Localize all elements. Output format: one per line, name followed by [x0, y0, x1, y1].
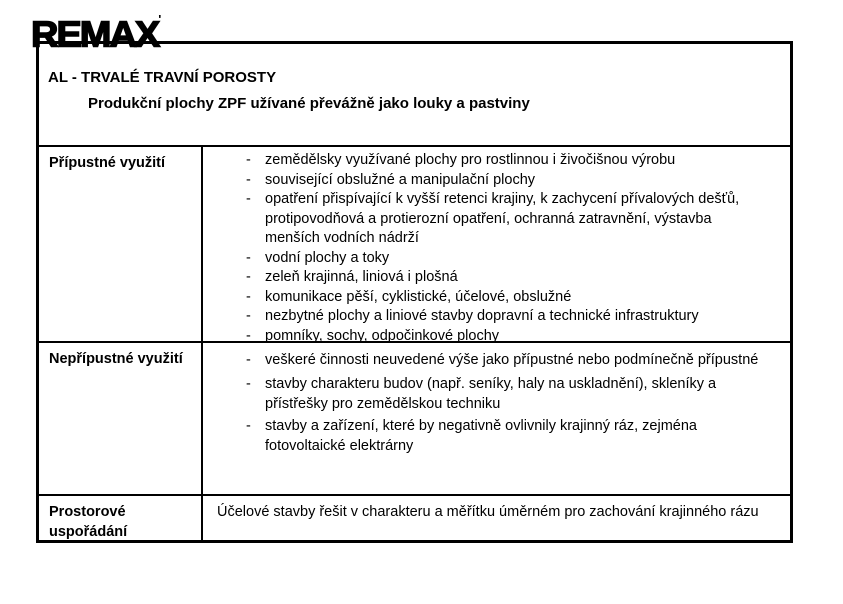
list-item-text: stavby charakteru budov (např. seníky, haly na uskladnění), skleníky a přístřešky pro zemědělskou techniku — [265, 376, 717, 412]
list-item-text: související obslužné a manipulační plochy — [265, 171, 536, 188]
bullet-dash: - — [246, 418, 251, 434]
list-item-text: zeleň krajinná, liniová i plošná — [265, 269, 458, 285]
row-content-permitted-use — [203, 147, 790, 346]
list-item-text: veškeré činnosti neuvedené výše jako přípustné nebo podmínečně přípustné — [265, 352, 759, 368]
table-header — [39, 44, 790, 145]
bullet-dash: - — [246, 191, 251, 207]
bullet-dash: - — [246, 352, 251, 368]
list-item — [246, 288, 780, 308]
spatial-arrangement-text: Účelové stavby řešit v charakteru a měřítku úměrném pro zachování krajinného rázu — [217, 504, 759, 520]
list-item-text: komunikace pěší, cyklistické, účelové, obslužné — [265, 288, 572, 305]
bullet-dash: - — [246, 249, 251, 266]
list-item — [246, 151, 780, 171]
list-item-text: zemědělsky využívané plochy pro rostlinnou i živočišnou výrobu — [265, 152, 676, 168]
list-item-text: stavby a zařízení, které by negativně ovlivnily krajinný ráz, zejména fotovoltaické elektrárny — [265, 418, 697, 454]
table-row-permitted-use — [39, 145, 790, 344]
bullet-dash: - — [246, 288, 251, 305]
row-content-impermissible-use — [203, 343, 790, 494]
list-item — [246, 171, 780, 191]
bullet-dash: - — [246, 171, 251, 188]
impermissible-use-list — [203, 347, 780, 456]
page-title: AL - TRVALÉ TRAVNÍ POROSTY — [48, 69, 277, 86]
table-row-spatial-arrangement — [39, 494, 790, 540]
row-label-spatial-arrangement: Prostorové uspořádání — [39, 496, 203, 542]
row-content-spatial-arrangement — [203, 496, 790, 542]
list-item — [246, 307, 780, 327]
bullet-dash: - — [246, 269, 251, 285]
list-item-text: vodní plochy a toky — [265, 249, 390, 266]
list-item — [246, 327, 780, 347]
list-item — [246, 416, 780, 456]
list-item — [246, 268, 780, 288]
bullet-dash: - — [246, 327, 251, 344]
trademark-mark: ' — [158, 12, 162, 27]
remax-logo-text: REMAX — [31, 14, 159, 55]
page-subtitle: Produkční plochy ZPF užívané převážně jako louky a pastviny — [88, 95, 530, 112]
list-item — [246, 249, 780, 269]
list-item — [246, 347, 780, 374]
list-item — [246, 374, 780, 414]
permitted-use-list — [203, 151, 780, 346]
bullet-dash: - — [246, 308, 251, 324]
row-label-impermissible-use: Nepřípustné využití — [39, 343, 203, 494]
list-item-text: opatření přispívající k vyšší retenci krajiny, k zachycení přívalových dešťů, protipovodňová a protierozní opatření, ochranná zatravnění, výstavba menších vodních nádrží — [265, 191, 740, 246]
bullet-dash: - — [246, 376, 251, 392]
list-item-text: nezbytné plochy a liniové stavby dopravní a technické infrastruktury — [265, 308, 699, 324]
row-label-permitted-use: Přípustné využití — [39, 147, 203, 346]
table-row-impermissible-use — [39, 341, 790, 494]
list-item-text: pomníky, sochy, odpočinkové plochy — [265, 327, 500, 344]
remax-logo — [31, 13, 161, 53]
list-item — [246, 190, 780, 249]
bullet-dash: - — [246, 152, 251, 168]
land-use-table — [36, 41, 793, 543]
